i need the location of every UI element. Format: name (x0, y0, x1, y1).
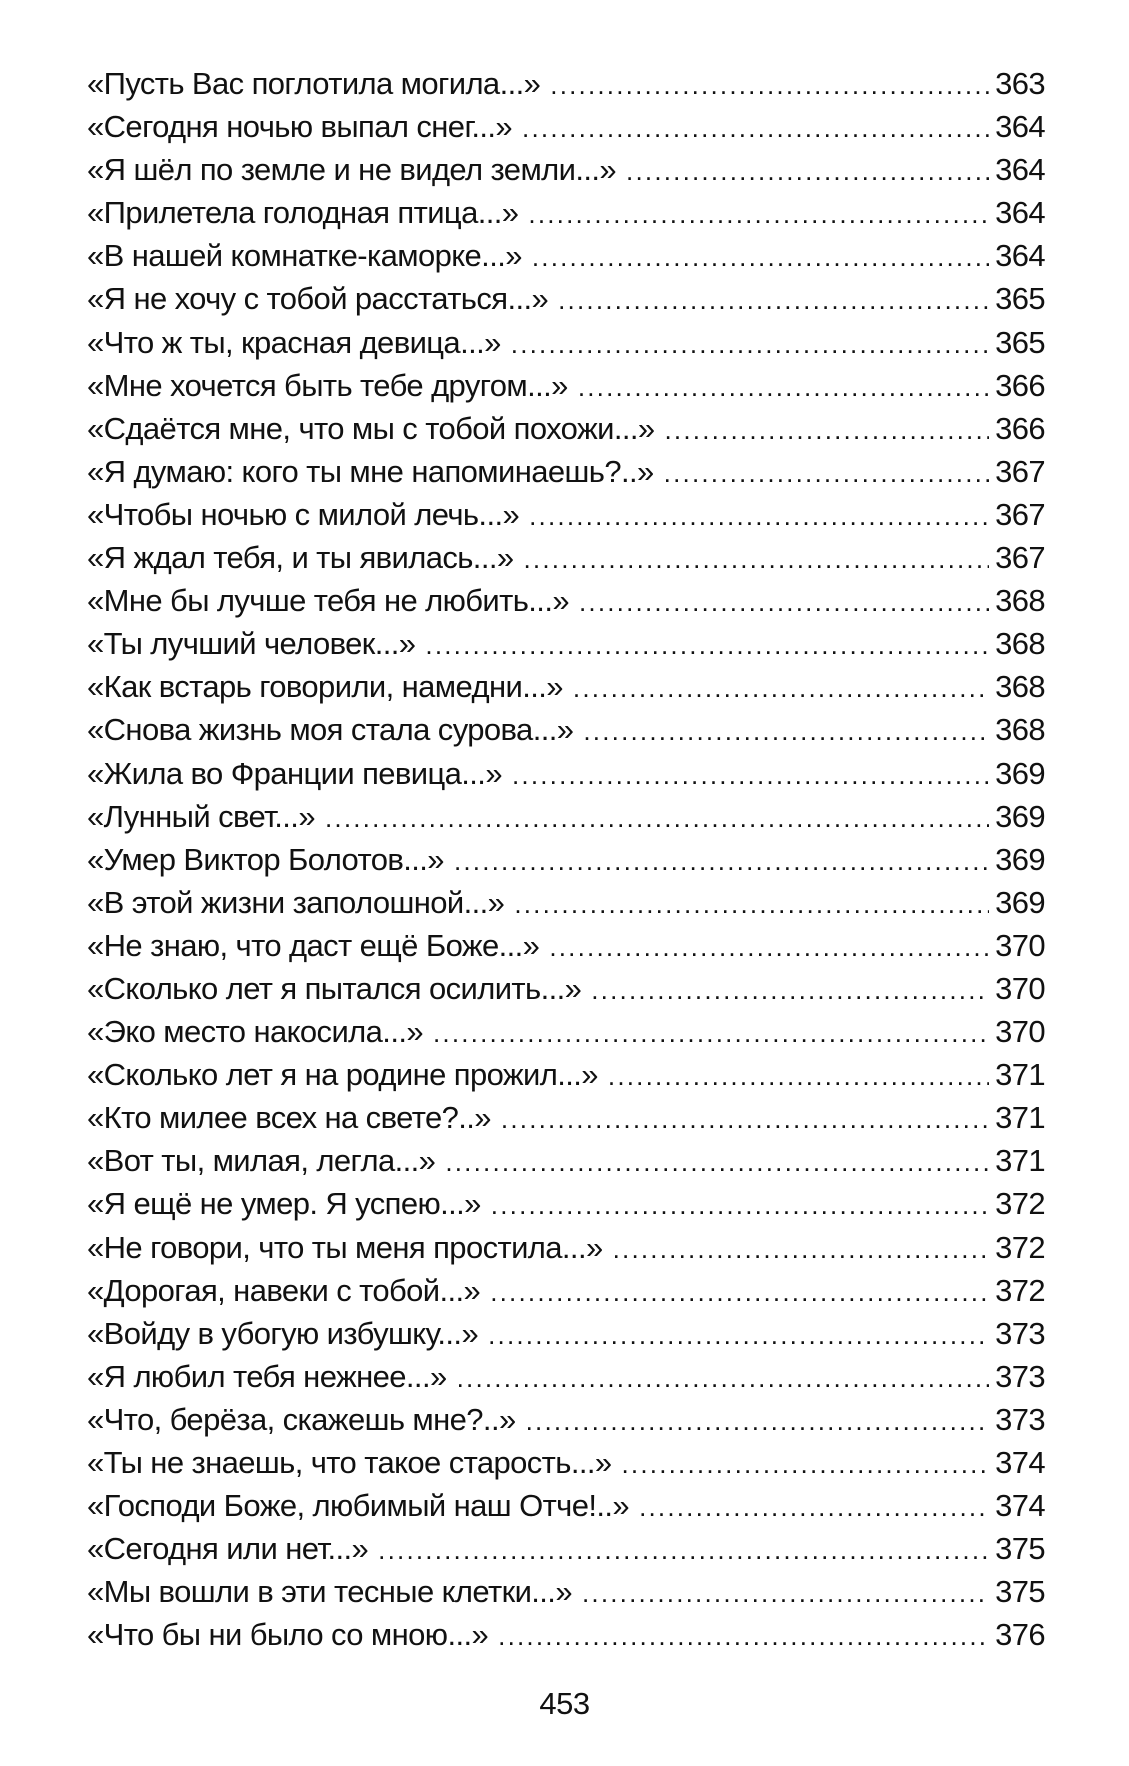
toc-entry-title: «Сколько лет я на родине прожил...» (87, 1057, 598, 1093)
toc-entry-page: 366 (995, 410, 1045, 446)
toc-entry-page: 368 (995, 669, 1045, 705)
toc-entry (87, 1010, 1045, 1053)
toc-entry (87, 191, 1045, 234)
toc-leader-dots (622, 1443, 990, 1486)
toc-leader-dots (325, 797, 989, 840)
toc-leader-dots (488, 1314, 989, 1357)
toc-entry-page: 370 (995, 1014, 1045, 1050)
toc-entry-title: «Мне хочется быть тебе другом...» (87, 367, 568, 403)
toc-leader-dots (454, 840, 989, 883)
toc-entry-title: «Лунный свет...» (87, 798, 315, 834)
toc-entry-title: «Эко место накосила...» (87, 1014, 423, 1050)
page-number: 453 (539, 1686, 590, 1721)
toc-leader-dots (573, 667, 989, 710)
toc-entry (87, 752, 1045, 795)
toc-entry-title: «Пусть Вас поглотила могила...» (87, 66, 541, 101)
toc-entry (87, 1312, 1045, 1355)
toc-entry-page: 376 (995, 1617, 1045, 1653)
toc-entry (87, 1096, 1045, 1139)
toc-entry-title: «Кто милее всех на свете?..» (87, 1100, 491, 1136)
toc-entry-title: «Сегодня или нет...» (87, 1531, 369, 1567)
toc-entry (87, 148, 1045, 191)
toc-leader-dots (665, 409, 990, 452)
toc-leader-dots (524, 538, 990, 581)
toc-entry-title: «Сдаётся мне, что мы с тобой похожи...» (87, 410, 655, 446)
toc-entry-title: «Я не хочу с тобой расстаться...» (87, 281, 549, 317)
toc-leader-dots (529, 495, 989, 538)
toc-entry-title: «Я шёл по земле и не видел земли...» (87, 152, 617, 188)
toc-entry (87, 364, 1045, 407)
toc-entry-title: «Как встарь говорили, намедни...» (87, 669, 563, 705)
toc-entry-page: 375 (995, 1531, 1045, 1567)
toc-leader-dots (425, 624, 989, 667)
toc-entry (87, 1053, 1045, 1096)
toc-entry (87, 407, 1045, 450)
toc-leader-dots (626, 150, 989, 193)
toc-leader-dots (550, 64, 989, 107)
toc-entry (87, 622, 1045, 665)
toc-entry-page: 370 (995, 970, 1045, 1006)
toc-entry (87, 1355, 1045, 1398)
toc-entry-page: 369 (995, 841, 1045, 877)
toc-leader-dots (512, 754, 989, 797)
toc-entry-page: 365 (995, 281, 1045, 317)
toc-entry-page: 364 (995, 152, 1045, 188)
toc-entry-title: «Вот ты, милая, легла...» (87, 1143, 436, 1179)
toc-entry-title: «Я любил тебя нежнее...» (87, 1358, 447, 1394)
toc-entry-title: «Войду в убогую избушку...» (87, 1315, 479, 1351)
toc-entry-page: 373 (995, 1315, 1045, 1351)
toc-entry (87, 277, 1045, 320)
toc-entry-page: 373 (995, 1401, 1045, 1437)
toc-entry-title: «Мы вошли в эти тесные клетки...» (87, 1574, 572, 1610)
toc-entry-title: «Я ещё не умер. Я успею...» (87, 1186, 481, 1222)
toc-entry-page: 372 (995, 1186, 1045, 1222)
toc-entry-page: 364 (995, 195, 1045, 231)
toc-entry (87, 1484, 1045, 1527)
toc-entry-page: 368 (995, 712, 1045, 748)
toc-entry-title: «Дорогая, навеки с тобой...» (87, 1272, 481, 1308)
toc-entry-title: «Не говори, что ты меня простила...» (87, 1229, 603, 1265)
toc-leader-dots (532, 236, 989, 279)
toc-entry (87, 105, 1045, 148)
toc-entry-title: «Господи Боже, любимый наш Отче!..» (87, 1488, 630, 1524)
toc-entry (87, 967, 1045, 1010)
toc-entry-title: «Ты не знаешь, что такое старость...» (87, 1445, 612, 1480)
toc-entry (87, 493, 1045, 536)
toc-entry-page: 372 (995, 1229, 1045, 1265)
toc-entry (87, 234, 1045, 277)
toc-entry-title: «Не знаю, что даст ещё Боже...» (87, 927, 540, 963)
toc-entry-title: «Я думаю: кого ты мне напоминаешь?..» (87, 453, 654, 489)
toc-leader-dots (613, 1228, 989, 1271)
toc-entry (87, 62, 1045, 105)
toc-entry-page: 365 (995, 324, 1045, 360)
toc-entry-title: «Что, берёза, скажешь мне?..» (87, 1401, 516, 1437)
toc-entry (87, 1441, 1045, 1484)
toc-entry-page: 371 (995, 1057, 1045, 1093)
toc-leader-dots (501, 1098, 989, 1141)
toc-entry (87, 536, 1045, 579)
toc-entry-page: 375 (995, 1574, 1045, 1610)
toc-entry (87, 1139, 1045, 1182)
toc-entry (87, 708, 1045, 751)
toc-entry (87, 321, 1045, 364)
toc-entry (87, 1226, 1045, 1269)
toc-leader-dots (511, 323, 989, 366)
toc-entry-page: 367 (995, 496, 1045, 532)
toc-entry (87, 1527, 1045, 1570)
toc-entry-page: 368 (995, 626, 1045, 662)
toc-leader-dots (522, 107, 989, 150)
toc-entry-title: «Что ж ты, красная девица...» (87, 324, 501, 360)
toc-entry-page: 371 (995, 1100, 1045, 1136)
toc-entry (87, 665, 1045, 708)
toc-leader-dots (526, 1400, 989, 1443)
toc-leader-dots (549, 926, 989, 969)
toc-entry-page: 373 (995, 1358, 1045, 1394)
toc-entry (87, 579, 1045, 622)
toc-entry (87, 838, 1045, 881)
toc-leader-dots (578, 366, 989, 409)
toc-leader-dots (579, 581, 989, 624)
toc-leader-dots (378, 1529, 989, 1572)
toc-entry-page: 368 (995, 583, 1045, 619)
toc-entry (87, 1269, 1045, 1312)
toc-entry (87, 450, 1045, 493)
toc-entry-page: 367 (995, 540, 1045, 576)
toc-entry-title: «Сколько лет я пытался осилить...» (87, 970, 582, 1006)
toc-entry-title: «Ты лучший человек...» (87, 626, 416, 662)
toc-entry-title: «Сегодня ночью выпал снег...» (87, 109, 513, 145)
toc-entry-title: «В нашей комнатке-каморке...» (87, 238, 522, 274)
toc-leader-dots (457, 1357, 989, 1400)
toc-entry-page: 369 (995, 884, 1045, 920)
toc-entry (87, 1570, 1045, 1613)
toc-entry-title: «В этой жизни заполошной...» (87, 884, 505, 920)
toc-entry-page: 374 (995, 1445, 1045, 1480)
toc-leader-dots (514, 883, 989, 926)
toc-entry (87, 1182, 1045, 1225)
toc-leader-dots (491, 1184, 989, 1227)
toc-entry (87, 924, 1045, 967)
toc-entry (87, 1613, 1045, 1656)
toc-entry-title: «Снова жизнь моя стала сурова...» (87, 712, 574, 748)
toc-leader-dots (490, 1271, 989, 1314)
toc-leader-dots (608, 1055, 989, 1098)
toc-entry-title: «Жила во Франции певица...» (87, 755, 502, 791)
toc-entry-title: «Чтобы ночью с милой лечь...» (87, 496, 520, 532)
toc-entry-title: «Прилетела голодная птица...» (87, 195, 519, 231)
toc-leader-dots (583, 710, 989, 753)
toc-entry-page: 369 (995, 798, 1045, 834)
toc-entry-page: 364 (995, 238, 1045, 274)
toc-leader-dots (558, 279, 989, 322)
toc-entry (87, 795, 1045, 838)
toc-entry-page: 367 (995, 453, 1045, 489)
toc-entry-page: 372 (995, 1272, 1045, 1308)
toc-leader-dots (664, 452, 989, 495)
toc-leader-dots (582, 1572, 989, 1615)
toc-entry (87, 1398, 1045, 1441)
toc-entry-title: «Я ждал тебя, и ты явилась...» (87, 540, 514, 576)
toc-entry-title: «Умер Виктор Болотов...» (87, 841, 444, 877)
toc-leader-dots (445, 1141, 989, 1184)
toc-entry-page: 366 (995, 367, 1045, 403)
toc-leader-dots (639, 1486, 989, 1529)
toc-entry-page: 364 (995, 109, 1045, 145)
toc-leader-dots (528, 193, 989, 236)
toc-leader-dots (498, 1615, 989, 1658)
toc-entry-page: 371 (995, 1143, 1045, 1179)
toc-entry-title: «Мне бы лучше тебя не любить...» (87, 583, 569, 619)
toc-entry-title: «Что бы ни было со мною...» (87, 1617, 489, 1653)
toc-leader-dots (433, 1012, 989, 1055)
toc-entry-page: 370 (995, 927, 1045, 963)
toc-entry (87, 881, 1045, 924)
toc-entry-page: 369 (995, 755, 1045, 791)
toc-leader-dots (591, 969, 989, 1012)
toc-entry-page: 363 (995, 66, 1045, 101)
toc-entry-page: 374 (995, 1488, 1045, 1524)
table-of-contents (87, 62, 1045, 1656)
